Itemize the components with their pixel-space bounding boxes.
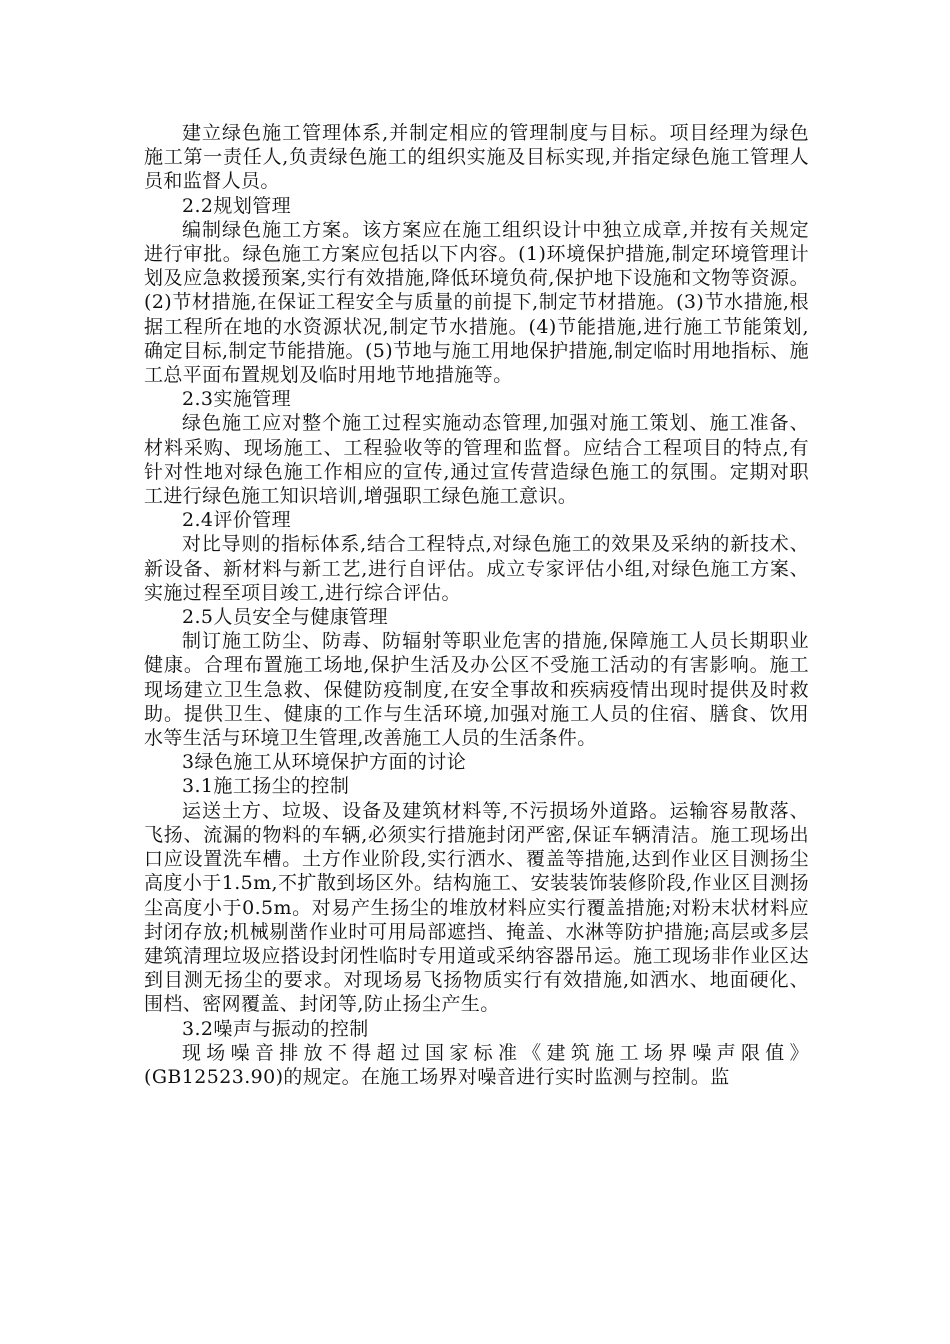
paragraph-occupational-health: 制订施工防尘、防毒、防辐射等职业危害的措施,保障施工人员长期职业健康。合理布置施工场地,保护生活及办公区不受施工活动的有害影响。施工现场建立卫生急救、保健防疫制度,在安全事故和疾病疫情出现时提供及时救助。提供卫生、健康的工作与生活环境,加强对施工人员的住宿、膳食、饮用水等生活与环境卫生管理,改善施工人员的生活条件。 <box>144 630 809 750</box>
heading-section-3: 3绿色施工从环境保护方面的讨论 <box>182 751 467 774</box>
paragraph-noise-control: 现场噪音排放不得超过国家标准《建筑施工场界噪声限值》(GB12523.90)的规定。在施工场界对噪音进行实时监测与控制。监 <box>144 1041 809 1088</box>
paragraph-self-evaluation: 对比导则的指标体系,结合工程特点,对绿色施工的效果及采纳的新技术、新设备、新材料与新工艺,进行自评估。成立专家评估小组,对绿色施工方案、实施过程至项目竣工,进行综合评估。 <box>144 533 809 604</box>
heading-planning-management: 2.2规划管理 <box>182 194 292 217</box>
heading-noise-vibration-control: 3.2噪声与振动的控制 <box>182 1017 369 1040</box>
heading-evaluation-management: 2.4评价管理 <box>182 509 292 532</box>
heading-safety-health-management: 2.5人员安全与健康管理 <box>182 606 389 629</box>
paragraph-management-system: 建立绿色施工管理体系,并制定相应的管理制度与目标。项目经理为绿色施工第一责任人,负责绿色施工的组织实施及目标实现,并指定绿色施工管理人员和监督人员。 <box>144 122 809 193</box>
paragraph-dust-control: 运送土方、垃圾、设备及建筑材料等,不污损场外道路。运输容易散落、飞扬、流漏的物料的车辆,必须实行措施封闭严密,保证车辆清洁。施工现场出口应设置洗车槽。土方作业阶段,实行洒水、覆盖等措施,达到作业区目测扬尘高度小于1.5m,不扩散到场区外。结构施工、安装装饰装修阶段,作业区目测扬尘高度小于0.5m。对易产生扬尘的堆放材料应实行覆盖措施;对粉末状材料应封闭存放;机械剔凿作业时可用局部遮挡、掩盖、水淋等防护措施;高层或多层建筑清理垃圾应搭设封闭性临时专用道或采纳容器吊运。施工现场非作业区达到目测无扬尘的要求。对现场易飞扬物质实行有效措施,如洒水、地面硬化、围档、密网覆盖、封闭等,防止扬尘产生。 <box>144 799 809 1016</box>
heading-dust-control: 3.1施工扬尘的控制 <box>182 775 350 798</box>
paragraph-green-construction-plan: 编制绿色施工方案。该方案应在施工组织设计中独立成章,并按有关规定进行审批。绿色施工方案应包括以下内容。(1)环境保护措施,制定环境管理计划及应急救援预案,实行有效措施,降低环境负荷,保护地下设施和文物等资源。(2)节材措施,在保证工程安全与质量的前提下,制定节材措施。(3)节水措施,根据工程所在地的水资源状况,制定节水措施。(4)节能措施,进行施工节能策划,确定目标,制定节能措施。(5)节地与施工用地保护措施,制定临时用地指标、施工总平面布置规划及临时用地节地措施等。 <box>144 218 809 387</box>
heading-implementation-management: 2.3实施管理 <box>182 388 292 411</box>
paragraph-dynamic-management: 绿色施工应对整个施工过程实施动态管理,加强对施工策划、施工准备、材料采购、现场施工、工程验收等的管理和监督。应结合工程项目的特点,有针对性地对绿色施工作相应的宣传,通过宣传营造绿色施工的氛围。定期对职工进行绿色施工知识培训,增强职工绿色施工意识。 <box>144 412 809 508</box>
document-page <box>144 121 809 1089</box>
